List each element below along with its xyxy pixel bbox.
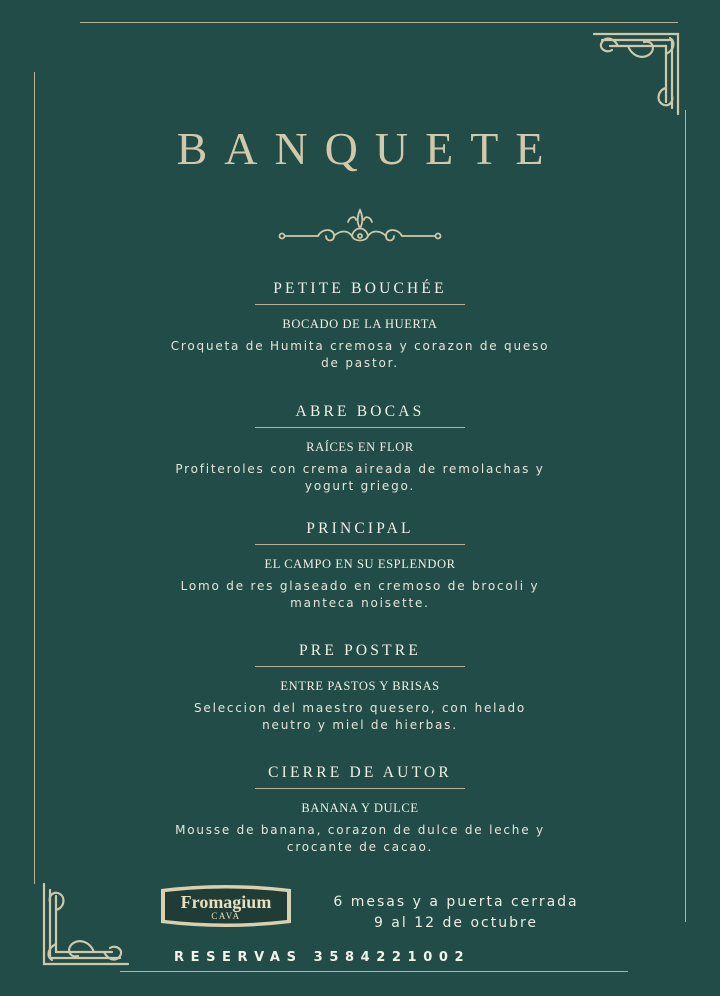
section-heading: ABRE BOCAS [255,403,465,428]
section-heading: PRE POSTRE [255,642,465,667]
section-heading: CIERRE DE AUTOR [255,764,465,789]
dish-description: Mousse de banana, corazon de dulce de leche y crocante de cacao. [175,823,545,854]
menu-section [0,401,720,495]
dish-name: EL CAMPO EN SU ESPLENDOR [264,557,456,571]
menu-section [0,762,720,856]
menu-section [0,518,720,612]
event-line-1: 6 mesas y a puerta cerrada [333,894,579,910]
dish-description: Profiteroles con crema aireada de remolachas y yogurt griego. [175,462,545,493]
reservations-phone: RESERVAS 3584221002 [174,950,471,965]
ornament-corner-icon [30,876,134,980]
frame-bottom-line [120,971,628,972]
section-heading: PETITE BOUCHÉE [255,280,465,305]
section-heading: PRINCIPAL [255,520,465,545]
logo-sub: CAVA [211,911,241,921]
fromagium-logo [157,883,295,929]
dish-name: ENTRE PASTOS Y BRISAS [280,679,440,693]
menu-section [0,278,720,372]
dish-description: Seleccion del maestro quesero, con helado neutro y miel de hierbas. [193,701,527,732]
event-info [316,892,596,934]
dish-name: RAÍCES EN FLOR [306,440,414,454]
dish-name: BOCADO DE LA HUERTA [282,317,438,331]
logo-name: Fromagium [180,892,272,912]
dish-description: Lomo de res glaseado en cremoso de brocoli y manteca noisette. [180,579,540,610]
menu-section [0,640,720,734]
ornament-divider-icon [278,206,442,246]
ornament-corner-icon [588,18,692,122]
event-line-2: 9 al 12 de octubre [373,915,539,931]
menu-title: BANQUETE [176,123,561,174]
dish-description: Croqueta de Humita cremosa y corazon de queso de pastor. [170,339,550,370]
dish-name: BANANA Y DULCE [301,801,419,815]
